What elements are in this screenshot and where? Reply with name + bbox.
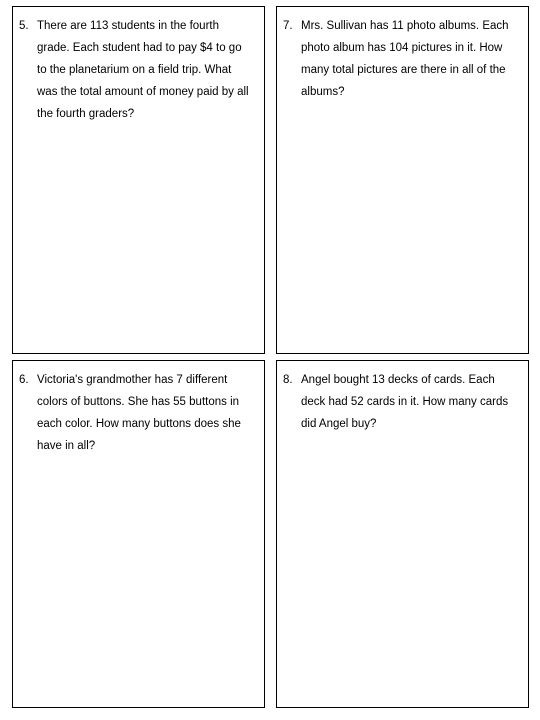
problem-card-7 (276, 6, 529, 354)
problem-line: grade. Each student had to pay $4 to go (37, 42, 242, 54)
problem-text (37, 369, 260, 457)
problem-line: Victoria's grandmother has 7 different (37, 374, 228, 386)
problem-line: photo album has 104 pictures in it. How (301, 42, 503, 54)
problem-line: each color. How many buttons does she (37, 418, 241, 430)
problem-line: the fourth graders? (37, 108, 135, 120)
problem-line: was the total amount of money paid by all (37, 86, 249, 98)
problem-line: many total pictures are there in all of the (301, 64, 506, 76)
problem-number: 6. (19, 374, 29, 386)
problem-card-6 (12, 360, 265, 708)
problem-line: albums? (301, 86, 345, 98)
problem-card-8 (276, 360, 529, 708)
problem-text (37, 15, 260, 125)
problem-line: There are 113 students in the fourth (37, 20, 219, 32)
problem-line: did Angel buy? (301, 418, 377, 430)
problem-line: colors of buttons. She has 55 buttons in (37, 396, 240, 408)
problem-number: 8. (283, 374, 293, 386)
problem-line: Angel bought 13 decks of cards. Each (301, 374, 495, 386)
problem-text (301, 369, 524, 435)
problem-text (301, 15, 524, 103)
problem-number: 5. (19, 20, 29, 32)
problem-line: have in all? (37, 440, 96, 452)
problem-line: Mrs. Sullivan has 11 photo albums. Each (301, 20, 509, 32)
problem-number: 7. (283, 20, 293, 32)
problem-line: to the planetarium on a field trip. What (37, 64, 232, 76)
problem-line: deck had 52 cards in it. How many cards (301, 396, 509, 408)
problem-card-5 (12, 6, 265, 354)
